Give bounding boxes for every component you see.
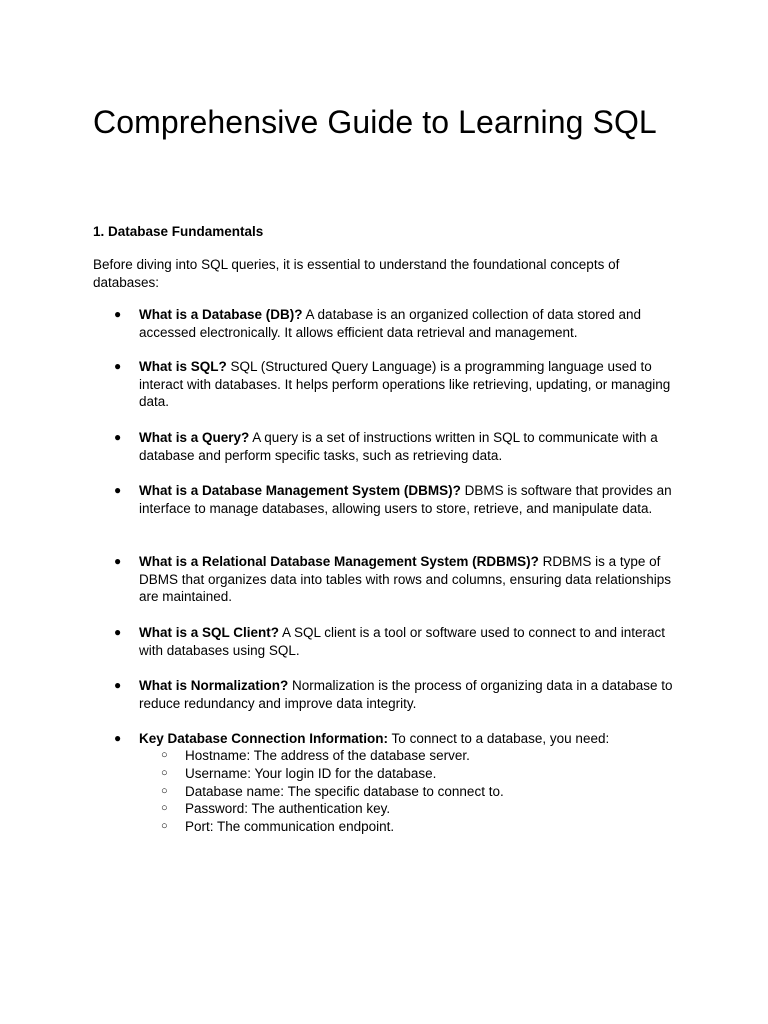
bullet-icon: ● (114, 678, 122, 692)
connection-detail-port (161, 818, 685, 836)
list-item-dbms (114, 482, 679, 517)
list-item-sql (114, 358, 679, 411)
connection-detail-text: Database name: The specific database to connect to. (185, 783, 504, 799)
list-item-term: Key Database Connection Information: (139, 731, 389, 746)
document-title: Comprehensive Guide to Learning SQL (93, 104, 657, 140)
sub-bullet-icon: ○ (161, 820, 168, 833)
connection-detail-text: Username: Your login ID for the database. (185, 765, 437, 781)
bullet-icon: ● (114, 625, 122, 639)
connection-details-list (161, 747, 685, 836)
connection-detail-text: Port: The communication endpoint. (185, 819, 395, 835)
bullet-icon: ● (114, 483, 122, 497)
list-item-query (114, 429, 679, 464)
sub-bullet-icon: ○ (161, 766, 168, 779)
list-item-text: A SQL client is a tool or software used to connect to and interact with databases using SQL. (139, 625, 666, 658)
list-item-text: A database is an organized collection of data stored and accessed electronically. It allows efficient data retrieval and management. (139, 307, 642, 340)
list-item-text: RDBMS is a type of DBMS that organizes data into tables with rows and columns, ensuring data relationships are maintained. (139, 554, 672, 605)
bullet-icon: ● (114, 359, 122, 373)
list-item-database (114, 306, 679, 341)
list-item-term: What is a Database Management System (DBMS)? (139, 483, 461, 498)
section-heading: 1. Database Fundamentals (93, 224, 264, 239)
list-item-term: What is a Relational Database Management System (RDBMS)? (139, 554, 539, 569)
sub-bullet-icon: ○ (161, 784, 168, 797)
connection-detail-password (161, 800, 685, 818)
list-item-text: Normalization is the process of organizing data in a database to reduce redundancy and improve data integrity. (139, 678, 673, 711)
list-item-normalization (114, 677, 679, 712)
sub-bullet-icon: ○ (161, 802, 168, 815)
connection-detail-username (161, 765, 685, 783)
list-item-text: SQL (Structured Query Language) is a programming language used to interact with databases. It helps perform operations like retrieving, updating, or managing data. (139, 359, 671, 410)
list-item-text: To connect to a database, you need: (388, 731, 610, 746)
connection-detail-database-name (161, 783, 685, 801)
intro-paragraph: Before diving into SQL queries, it is essential to understand the foundational concepts of databases: (93, 257, 620, 290)
list-item-text: DBMS is software that provides an interface to manage databases, allowing users to store, retrieve, and manipulate data. (139, 483, 672, 516)
list-item-connection-info (114, 730, 679, 748)
list-item-rdbms (114, 553, 679, 606)
list-item-term: What is a SQL Client? (139, 625, 280, 640)
connection-detail-hostname (161, 747, 685, 765)
list-item-term: What is Normalization? (139, 678, 289, 693)
list-item-text: A query is a set of instructions written in SQL to communicate with a database and perform specific tasks, such as retrieving data. (139, 430, 658, 463)
connection-detail-text: Hostname: The address of the database server. (185, 748, 470, 763)
connection-detail-text: Password: The authentication key. (185, 801, 391, 817)
bullet-icon: ● (114, 307, 122, 321)
list-item-term: What is SQL? (139, 359, 227, 374)
list-item-term: What is a Query? (139, 430, 250, 445)
bullet-icon: ● (114, 554, 122, 568)
list-item-sql-client (114, 624, 679, 659)
list-item-term: What is a Database (DB)? (139, 307, 303, 322)
bullet-icon: ● (114, 731, 122, 745)
bullet-icon: ● (114, 430, 122, 444)
sub-bullet-icon: ○ (161, 749, 168, 761)
